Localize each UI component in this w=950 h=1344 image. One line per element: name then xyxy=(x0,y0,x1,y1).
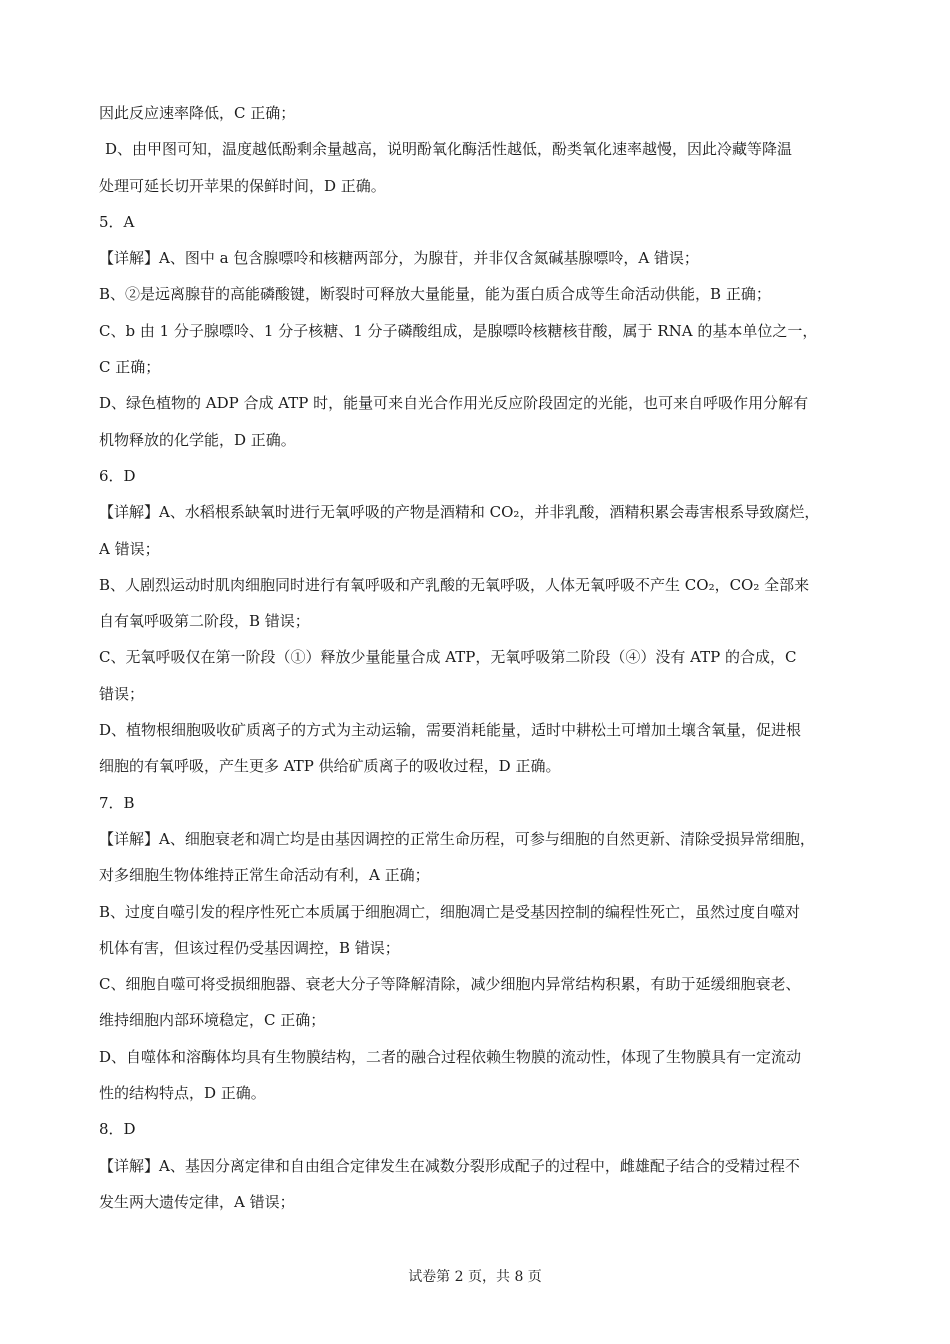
question-number: 5．A xyxy=(99,212,135,231)
text-line: B、②是远离腺苷的高能磷酸键，断裂时可释放大量能量，能为蛋白质合成等生命活动供能，B 正确； xyxy=(99,285,771,304)
text-line: D、植物根细胞吸收矿质离子的方式为主动运输，需要消耗能量，适时中耕松土可增加土壤含氧量，促进根 xyxy=(99,721,802,740)
text-line: 性的结构特点，D 正确。 xyxy=(99,1084,266,1103)
text-line: 【详解】A、基因分离定律和自由组合定律发生在减数分裂形成配子的过程中，雌雄配子结合的受精过程不 xyxy=(99,1156,800,1175)
text-line: 自有氧呼吸第二阶段，B 错误； xyxy=(99,612,310,631)
text-line: 维持细胞内部环境稳定，C 正确； xyxy=(99,1011,326,1030)
answer-text-body xyxy=(99,95,859,1220)
text-line: C、细胞自噬可将受损细胞器、衰老大分子等降解清除，减少细胞内异常结构积累，有助于延缓细胞衰老、 xyxy=(99,975,801,994)
text-line: 因此反应速率降低，C 正确； xyxy=(99,104,296,122)
text-line: B、过度自噬引发的程序性死亡本质属于细胞凋亡，细胞凋亡是受基因控制的编程性死亡，虽然过度自噬对 xyxy=(99,902,801,921)
text-line: C 正确； xyxy=(99,358,161,377)
text-line: 错误； xyxy=(99,684,145,703)
question-number: 6．D xyxy=(99,466,136,485)
text-line: D、自噬体和溶酶体均具有生物膜结构，二者的融合过程依赖生物膜的流动性，体现了生物膜具有一定流动 xyxy=(99,1047,802,1066)
text-line: 细胞的有氧呼吸，产生更多 ATP 供给矿质离子的吸收过程，D 正确。 xyxy=(99,757,561,776)
text-line: 机物释放的化学能，D 正确。 xyxy=(99,430,296,449)
text-line: C、b 由 1 分子腺嘌呤、1 分子核糖、1 分子磷酸组成，是腺嘌呤核糖核苷酸，属于 RNA 的基本单位之一， xyxy=(99,321,818,340)
text-line: A 错误； xyxy=(99,539,160,558)
text-line: 【详解】A、水稻根系缺氧时进行无氧呼吸的产物是酒精和 CO₂，并非乳酸，酒精积累会毒害根系导致腐烂， xyxy=(99,503,820,522)
text-line: 发生两大遗传定律，A 错误； xyxy=(99,1192,295,1211)
question-number: 7．B xyxy=(99,793,135,812)
question-number: 8．D xyxy=(99,1120,136,1139)
text-line: 对多细胞生物体维持正常生命活动有利，A 正确； xyxy=(99,866,430,885)
text-line: C、无氧呼吸仅在第一阶段（①）释放少量能量合成 ATP，无氧呼吸第二阶段（④）没有 ATP 的合成，C xyxy=(99,648,797,667)
text-line: 【详解】A、图中 a 包含腺嘌呤和核糖两部分，为腺苷，并非仅含氮碱基腺嘌呤，A 错误； xyxy=(99,249,699,268)
text-line: D、绿色植物的 ADP 合成 ATP 时，能量可来自光合作用光反应阶段固定的光能，也可来自呼吸作用分解有 xyxy=(99,394,809,413)
text-line: D、由甲图可知，温度越低酚剩余量越高，说明酚氧化酶活性越低，酚类氧化速率越慢，因此冷藏等降温 xyxy=(105,140,793,159)
page-footer: 试卷第 2 页，共 8 页 xyxy=(408,1269,542,1285)
text-line: 机体有害，但该过程仍受基因调控，B 错误； xyxy=(99,938,400,957)
text-line: 【详解】A、细胞衰老和凋亡均是由基因调控的正常生命历程，可参与细胞的自然更新、清除受损异常细胞， xyxy=(99,829,815,848)
text-line: B、人剧烈运动时肌肉细胞同时进行有氧呼吸和产乳酸的无氧呼吸，人体无氧呼吸不产生 CO₂，CO₂ 全部来 xyxy=(99,575,810,594)
text-line: 处理可延长切开苹果的保鲜时间，D 正确。 xyxy=(99,176,386,195)
